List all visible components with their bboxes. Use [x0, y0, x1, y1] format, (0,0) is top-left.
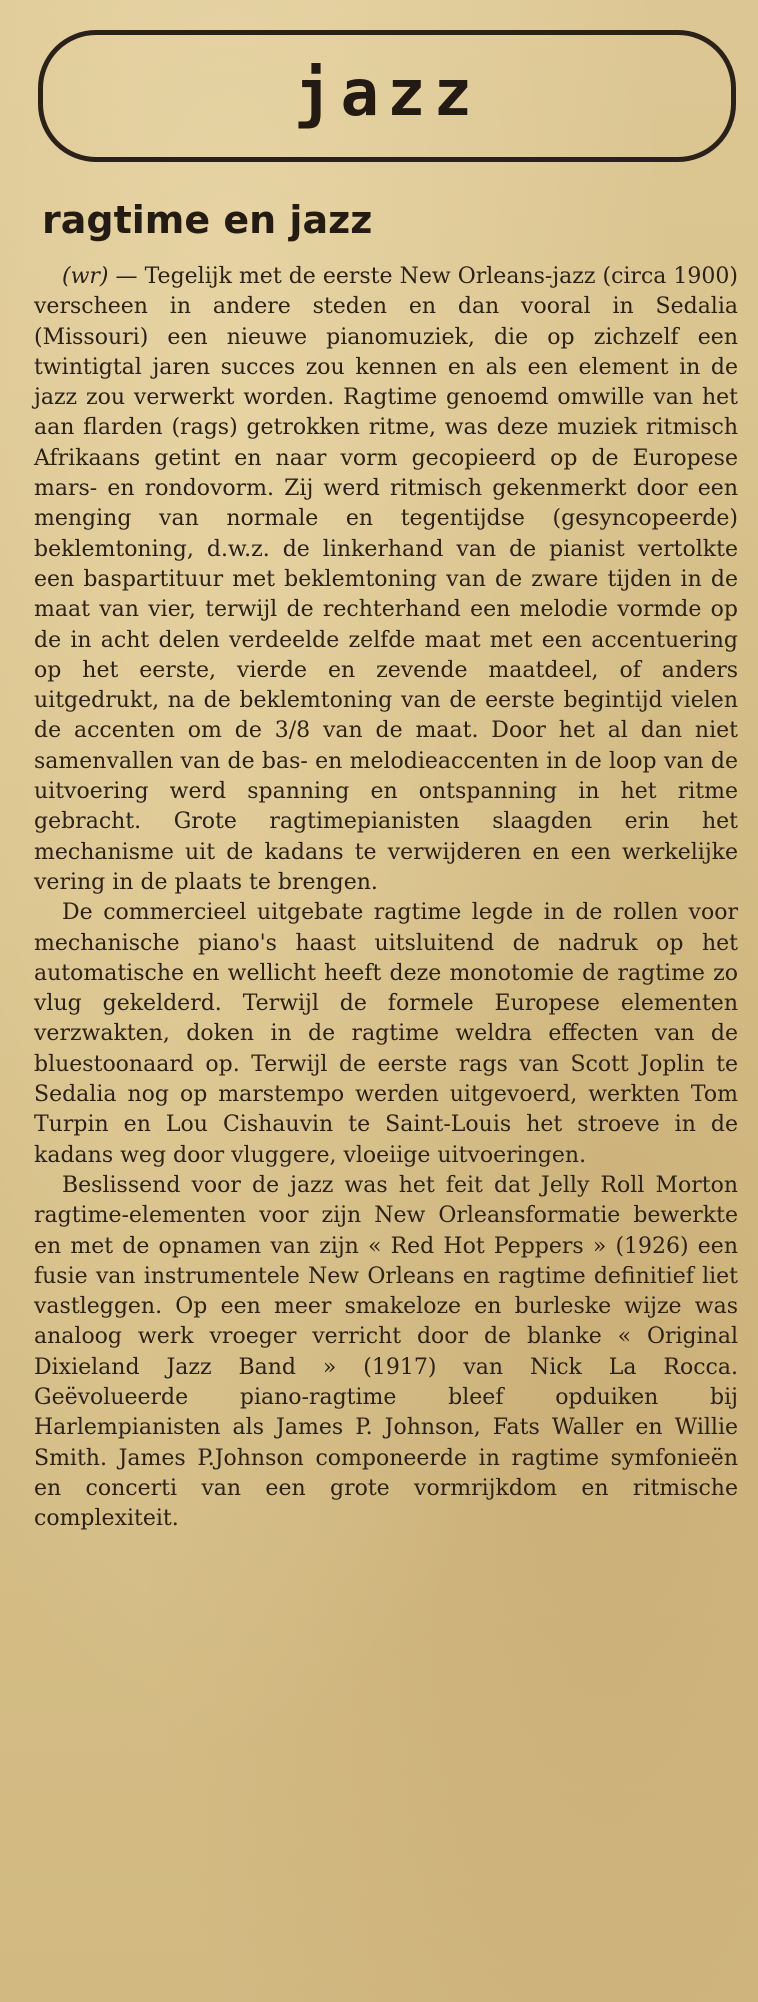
article-body	[34, 262, 738, 1534]
section-header-frame	[38, 30, 736, 162]
paragraph-1-text: — Tegelijk met de eerste New Orleans-jazz (circa 1900) verscheen in andere steden en dan vooral in Sedalia (Missouri) een nieuwe pianomuziek, die op zichzelf een twintigtal jaren succes zou kennen en als een element in de jazz zou verwerkt worden. Ragtime genoemd omwille van het aan flarden (rags) getrokken ritme, was deze muziek ritmisch Afrikaans getint en naar vorm gecopieerd op de Europese mars- en rondovorm. Zij werd ritmisch gekenmerkt door een menging van normale en tegentijdse (gesyncopeerde) beklemtoning, d.w.z. de linkerhand van de pianist vertolkte een baspartituur met beklemtoning van de zware tijden in de maat van vier, terwijl de rechterhand een melodie vormde op de in acht delen verdeelde zelfde maat met een accentuering op het eerste, vierde en zevende maatdeel, of anders uitgedrukt, na de beklemtoning van de eerste begintijd vielen de accenten om de 3/8 van de maat. Door het al dan niet samenvallen van de bas- en melodieaccenten in de loop van de uitvoering werd spanning en ontspanning in het ritme gebracht. Grote ragtimepianisten slaagden erin het mechanisme uit de kadans te verwijderen en een werkelijke vering in de plaats te brengen.	[34, 264, 738, 895]
byline: (wr)	[62, 264, 109, 289]
article-paragraph-2: De commercieel uitgebate ragtime legde in de rollen voor mechanische piano's haast uitsluitend de nadruk op het automatische en wellicht heeft deze monotomie de ragtime zo vlug gekelderd. Terwijl de formele Europese elementen verzwakten, doken in de ragtime weldra effecten van de bluestoonaard op. Terwijl de eerste rags van Scott Joplin te Sedalia nog op marstempo werden uitgevoerd, werkten Tom Turpin en Lou Cishauvin te Saint-Louis het stroeve in de kadans weg door vluggere, vloeiige uitvoeringen.	[34, 900, 738, 1168]
article-headline: ragtime en jazz	[42, 198, 373, 242]
article-paragraph-1	[34, 262, 738, 898]
article-paragraph-3: Beslissend voor de jazz was het feit dat Jelly Roll Morton ragtime-elementen voor zijn New Orleansformatie bewerkte en met de opnamen van zijn « Red Hot Peppers » (1926) een fusie van instrumentele New Orleans en ragtime definitief liet vastleggen. Op een meer smakeloze en burleske wijze was analoog werk vroeger verricht door de blanke « Original Dixieland Jazz Band » (1917) van Nick La Rocca. Geëvolueerde piano-ragtime bleef opduiken bij Harlempianisten als James P. Johnson, Fats Waller en Willie Smith. James P.Johnson componeerde in ragtime symfonieën en concerti van een grote vormrijkdom en ritmische complexiteit.	[34, 1172, 738, 1532]
section-title: jazz	[293, 57, 481, 131]
